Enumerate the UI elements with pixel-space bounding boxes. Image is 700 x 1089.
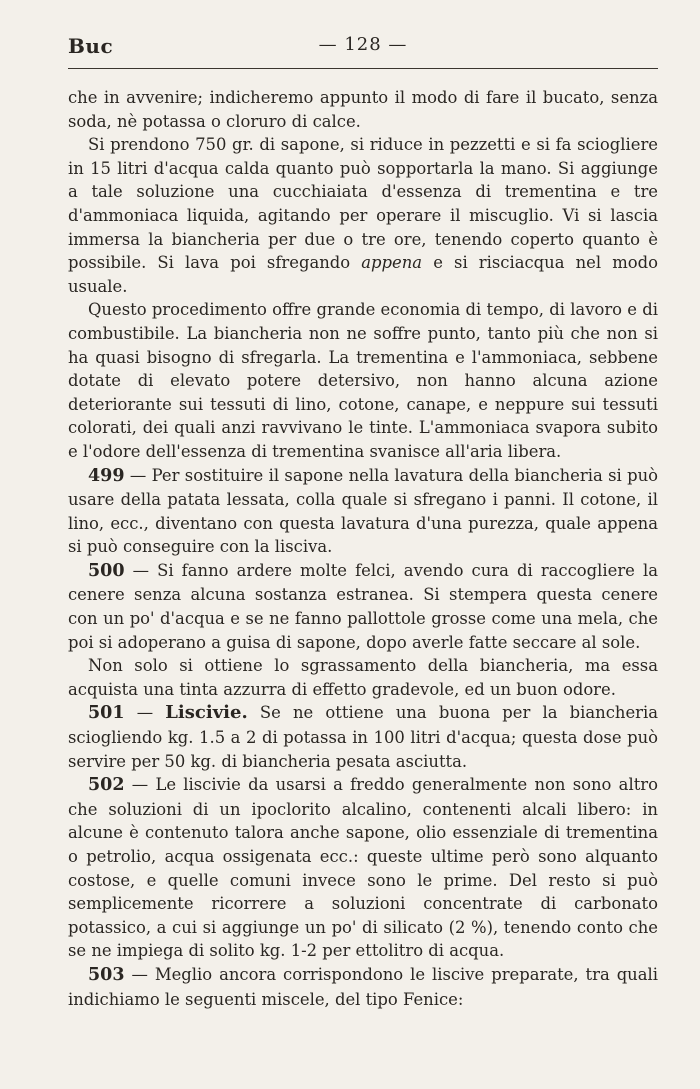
emphasis-text: appena — [361, 253, 423, 273]
page-body — [68, 86, 658, 1011]
entry-500 — [68, 559, 658, 654]
paragraph-text: che in avvenire; indicheremo appunto il modo di fare il bucato, senza soda, nè potassa o cloruro di calce. — [68, 88, 658, 131]
paragraph-text: — Si fanno ardere molte felci, avendo cura di raccogliere la cenere senza alcuna sostanza estranea. Si stempera questa cenere con un po' d'acqua e se ne fanno pallottole grosse come una mela, che poi si adoperano a guisa di sapone, dopo averle fatte seccare al sole. — [68, 560, 658, 652]
entry-503 — [68, 963, 658, 1011]
paragraph-text: Non solo si ottiene lo sgrassamento della biancheria, ma essa acquista una tinta azzurra di effetto gradevole, ed un buon odore. — [68, 656, 658, 699]
paragraph-text: — Per sostituire il sapone nella lavatura della biancheria si può usare della patata lessata, colla quale si sfregano i panni. Il cotone, il lino, ecc., diventano con questa lavatura d'una purezza, quale appena si può conseguire con la lisciva. — [68, 465, 658, 557]
paragraph-continuation — [68, 86, 658, 133]
entry-499 — [68, 464, 658, 559]
paragraph-text: e si risciacqua nel modo usuale. — [68, 253, 659, 296]
entry-501 — [68, 701, 658, 773]
paragraph-note — [68, 654, 658, 701]
entry-number: 500 — [88, 560, 125, 581]
entry-number: 501 — [88, 703, 125, 724]
entry-term: Liscivie. — [165, 702, 248, 724]
entry-number: 503 — [88, 964, 125, 985]
page-number: — 128 — — [318, 34, 408, 55]
paragraph-text: — Le liscivie da usarsi a freddo generalmente non sono altro che soluzioni di un ipoclorito alcalino, contenenti alcali libero: in alcune è contenuto talora anche sapone, olio essenziale di trementina o petrolio, acqua ossigenata ecc.: queste ultime però sono alquanto costose, e quelle comuni invece sono le prime. Del resto si può semplicemente ricorrere a soluzioni concentrate di carbonato potassico, a cui si aggiunge un po' di silicato (2 %), tenendo conto che se ne impiega di solito kg. 1-2 per ettolitro di acqua. — [68, 775, 658, 961]
paragraph-text: — Meglio ancora corrispondono le liscive preparate, tra quali indichiamo le seguenti miscele, del tipo Fenice: — [68, 964, 658, 1009]
paragraph-text: Se ne ottiene una buona per la biancheria sciogliendo kg. 1.5 a 2 di potassa in 100 litri d'acqua; questa dose può servire per 50 kg. di biancheria pesata asciutta. — [68, 703, 659, 771]
paragraph-recipe — [68, 133, 658, 298]
header-rule — [68, 68, 658, 69]
paragraph-comment — [68, 298, 658, 463]
entry-502 — [68, 773, 658, 963]
paragraph-text: Questo procedimento offre grande economia di tempo, di lavoro e di combustibile. La biancheria non ne soffre punto, tanto più che non si ha quasi bisogno di sfregarla. La trementina e l'ammoniaca, sebbene dotate di elevato potere detersivo, non hanno alcuna azione deteriorante sui tessuti di lino, cotone, canape, e neppure sui tessuti colorati, dei quali anzi ravvivano le tinte. L'ammoniaca svapora subito e l'odore dell'essenza di trementina svanisce all'aria libera. — [68, 300, 658, 461]
entry-number: 502 — [88, 775, 125, 796]
running-head-word: Buc — [68, 34, 114, 58]
entry-dash: — — [124, 703, 166, 723]
entry-number: 499 — [88, 465, 125, 486]
paragraph-text: Si prendono 750 gr. di sapone, si riduce in pezzetti e si fa sciogliere in 15 litri d'acqua calda quanto può sopportarla la mano. Si aggiunge a tale soluzione una cucchiaiata d'essenza di trementina e tre d'ammoniaca liquida, agitando per operare il miscuglio. Vi si lascia immersa la biancheria per due o tre ore, tenendo coperto quanto è possibile. Si lava poi sfregando — [68, 135, 658, 273]
running-header — [68, 34, 658, 60]
